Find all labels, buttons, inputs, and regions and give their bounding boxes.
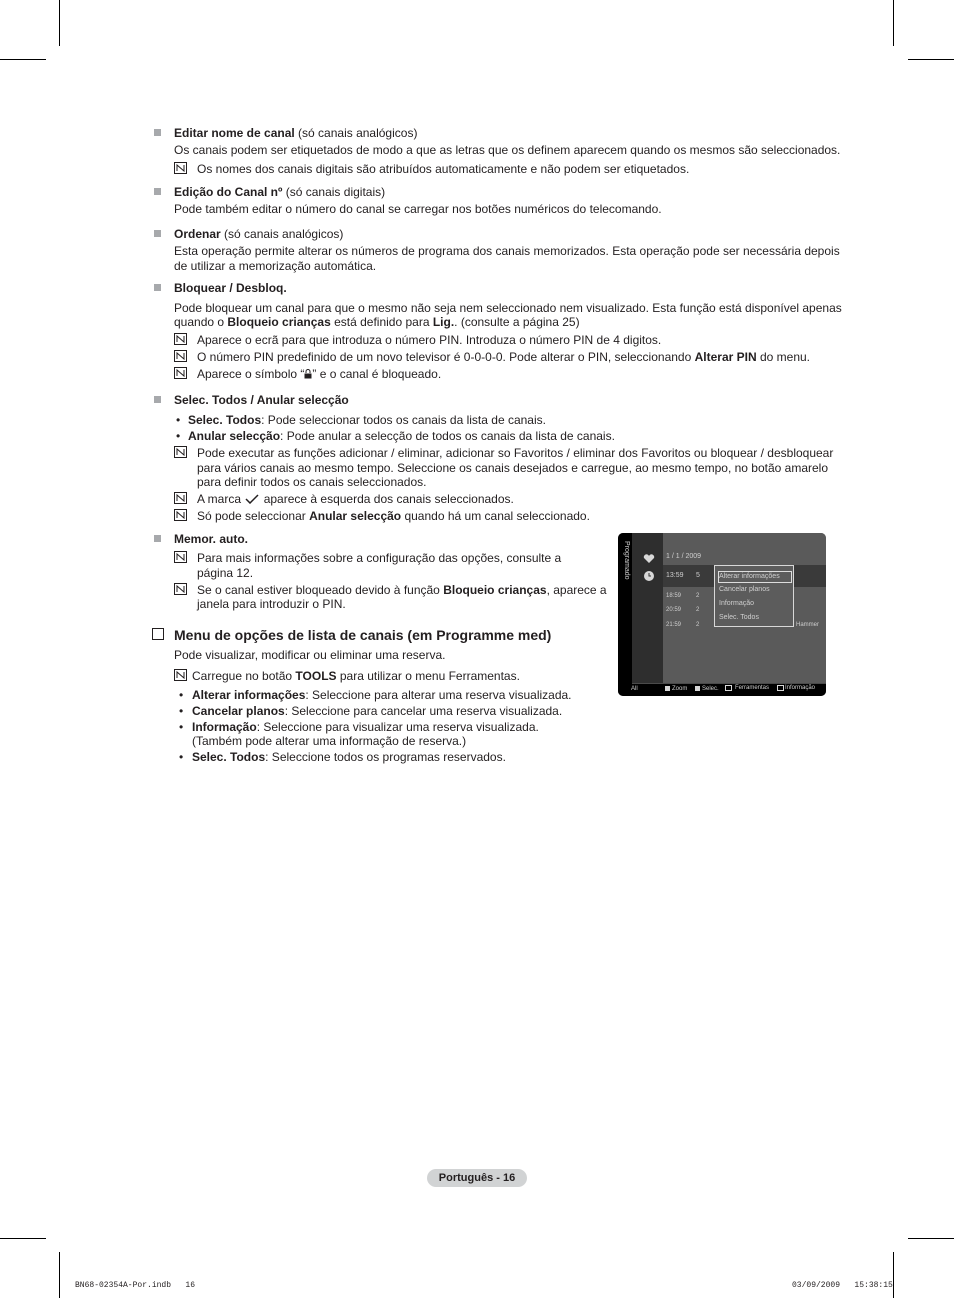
- note-text: Aparece o ecrã para que introduza o número PIN. Introduza o número PIN de 4 digitos.: [197, 333, 662, 347]
- bullet-text: Informação: Seleccione para visualizar uma reserva visualizada.: [192, 720, 539, 734]
- sub-heading: Menu de opções de lista de canais (em Programme med): [174, 627, 552, 643]
- note-text: para vários canais ao mesmo tempo. Seleccione os canais desejados e carregue, ao mesmo tempo, no botão amarelo: [197, 461, 829, 475]
- note-text: Só pode seleccionar Anular selecção quando há um canal seleccionado.: [197, 509, 590, 523]
- square-bullet-icon: [154, 230, 161, 237]
- square-bullet-icon: [154, 284, 161, 291]
- bullet-text: Selec. Todos: Pode seleccionar todos os canais da lista de canais.: [188, 413, 546, 427]
- tv-bottom-select[interactable]: Selec.: [702, 686, 719, 692]
- popup-item[interactable]: Informação: [719, 600, 755, 607]
- popup-item[interactable]: Cancelar planos: [719, 586, 770, 593]
- bullet-dot: •: [179, 704, 184, 718]
- section-title: Selec. Todos / Anular selecção: [174, 393, 349, 407]
- tv-row-program: Hammer: [796, 622, 820, 628]
- note-text: O número PIN predefinido de um novo televisor é 0-0-0-0. Pode alterar o PIN, seleccionando Alterar PIN do menu.: [197, 350, 811, 364]
- zoom-button-icon: [665, 686, 670, 691]
- note-text: janela para introduzir o PIN.: [197, 597, 346, 611]
- note-text: página 12.: [197, 566, 254, 580]
- note-icon: [174, 367, 187, 379]
- note-icon: [174, 350, 187, 362]
- print-info-right: 03/09/2009 15:38:15: [792, 1281, 893, 1290]
- note-text: Os nomes dos canais digitais são atribuídos automaticamente e não podem ser etiquetados.: [197, 162, 690, 176]
- tools-button-icon: [725, 685, 732, 691]
- crop-mark: [893, 0, 894, 46]
- bullet-dot: •: [176, 413, 181, 427]
- heading-body: Pode visualizar, modificar ou eliminar uma reserva.: [174, 648, 446, 662]
- tv-row-time: 13:59: [666, 572, 684, 579]
- checkmark-icon: [244, 493, 260, 503]
- bullet-dot: •: [179, 688, 184, 702]
- section-title: Editar nome de canal (só canais analógicos): [174, 126, 418, 140]
- crop-mark: [893, 1252, 894, 1298]
- section-body: quando o Bloqueio crianças está definido para Lig.. (consulte a página 25): [174, 315, 580, 329]
- section-body: Pode também editar o número do canal se carregar nos botões numéricos do telecomando.: [174, 202, 662, 216]
- crop-mark: [0, 59, 46, 60]
- bullet-dot: •: [179, 750, 184, 764]
- tv-row-channel: 5: [696, 572, 700, 579]
- tv-row-time: 20:59: [666, 607, 682, 613]
- tv-row-channel: 2: [696, 607, 700, 613]
- note-icon: [174, 669, 187, 681]
- note-icon: [174, 583, 187, 595]
- note-icon: [174, 492, 187, 504]
- bullet-text: (Também pode alterar uma informação de reserva.): [192, 734, 467, 748]
- note-text: A marca aparece à esquerda dos canais seleccionados.: [197, 492, 514, 506]
- crop-mark: [908, 59, 954, 60]
- checkbox-heading-icon: [152, 628, 164, 640]
- select-button-icon: [695, 686, 700, 691]
- crop-mark: [0, 1238, 46, 1239]
- popup-item[interactable]: Alterar informações: [719, 573, 780, 580]
- note-text: Para mais informações sobre a configuração das opções, consulte a: [197, 551, 562, 565]
- note-text: Se o canal estiver bloqueado devido à função Bloqueio crianças, aparece a: [197, 583, 607, 597]
- section-body: Os canais podem ser etiquetados de modo a que as letras que os definem aparecem quando os mesmos são seleccionados.: [174, 143, 841, 157]
- section-body: Esta operação permite alterar os números de programa dos canais memorizados. Esta operação pode ser necessária depois: [174, 244, 840, 258]
- tv-bottom-info[interactable]: Informação: [785, 685, 816, 691]
- tools-popup: [714, 565, 794, 627]
- note-text: para definir todos os canais seleccionados.: [197, 475, 427, 489]
- note-text: Carregue no botão TOOLS para utilizar o menu Ferramentas.: [192, 669, 520, 683]
- note-icon: [174, 446, 187, 458]
- tv-bottom-tools[interactable]: Ferramentas: [735, 685, 770, 691]
- section-title: Memor. auto.: [174, 532, 249, 546]
- square-bullet-icon: [154, 535, 161, 542]
- tv-date: 1 / 1 / 2009: [666, 553, 702, 560]
- note-icon: [174, 551, 187, 563]
- tv-row-channel: 2: [696, 593, 700, 599]
- note-icon: [174, 509, 187, 521]
- print-info-left: BN68-02354A-Por.indb 16: [75, 1281, 196, 1290]
- crop-mark: [59, 0, 60, 46]
- section-title: Edição do Canal nº (só canais digitais): [174, 185, 386, 199]
- bullet-text: Anular selecção: Pode anular a selecção de todos os canais da lista de canais.: [188, 429, 615, 443]
- note-icon: [174, 333, 187, 345]
- section-title: Bloquear / Desbloq.: [174, 281, 287, 295]
- bullet-dot: •: [176, 429, 181, 443]
- tv-bottom-zoom[interactable]: Zoom: [672, 686, 688, 692]
- tv-row-channel: 2: [696, 622, 700, 628]
- popup-item[interactable]: Selec. Todos: [719, 614, 759, 621]
- bullet-text: Cancelar planos: Seleccione para cancelar uma reserva visualizada.: [192, 704, 563, 718]
- page-number: Português - 16: [427, 1169, 527, 1187]
- tv-row-time: 18:59: [666, 593, 682, 599]
- note-icon: [174, 162, 187, 174]
- tv-row-time: 21:59: [666, 622, 682, 628]
- note-text: Pode executar as funções adicionar / eliminar, adicionar so Favoritos / eliminar dos Favoritos ou bloquear / desbloquear: [197, 446, 834, 460]
- crop-mark: [908, 1238, 954, 1239]
- tv-side-label: Programado: [623, 541, 630, 580]
- note-text: Aparece o símbolo “ ” e o canal é bloqueado.: [197, 367, 442, 381]
- square-bullet-icon: [154, 129, 161, 136]
- bullet-dot: •: [179, 720, 184, 734]
- crop-mark: [59, 1252, 60, 1298]
- clock-icon: [643, 569, 655, 581]
- section-body: Pode bloquear um canal para que o mesmo não seja nem seleccionado nem visualizado. Esta função está disponível apenas: [174, 301, 842, 315]
- tv-menu-screenshot: [618, 533, 826, 696]
- square-bullet-icon: [154, 188, 161, 195]
- section-title: Ordenar (só canais analógicos): [174, 227, 344, 241]
- heart-icon: [643, 551, 655, 561]
- tv-bottom-left: All: [631, 686, 638, 692]
- info-button-icon: [777, 685, 784, 691]
- bullet-text: Selec. Todos: Seleccione todos os programas reservados.: [192, 750, 506, 764]
- section-body: de utilizar a memorização automática.: [174, 259, 377, 273]
- bullet-text: Alterar informações: Seleccione para alterar uma reserva visualizada.: [192, 688, 572, 702]
- square-bullet-icon: [154, 396, 161, 403]
